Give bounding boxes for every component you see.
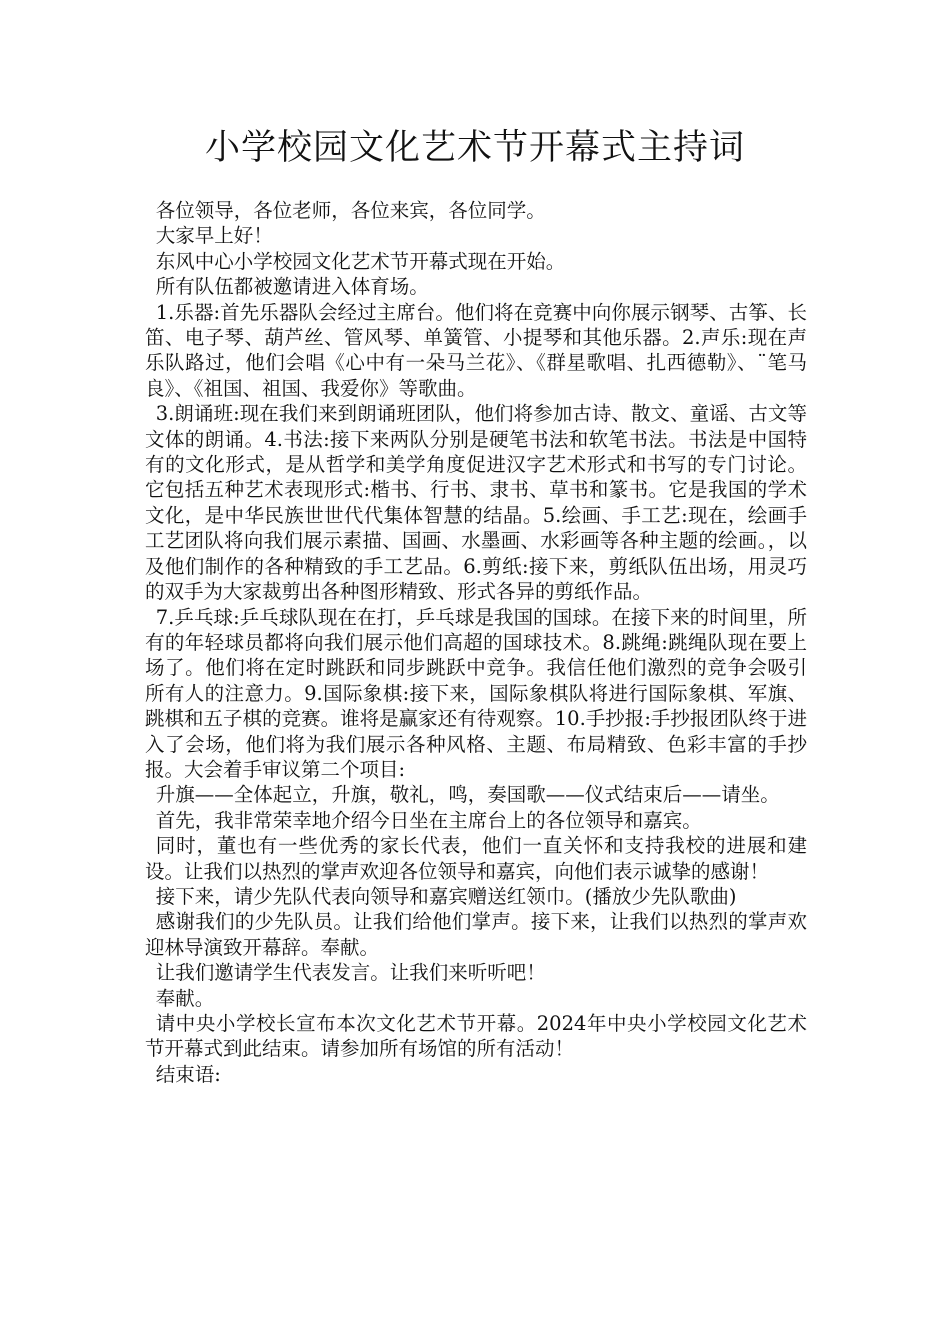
paragraph-thanks: 感谢我们的少先队员。让我们给他们掌声。接下来，让我们以热烈的掌声欢迎林导演致开幕辞。奉献。 xyxy=(145,910,807,959)
document-body xyxy=(145,198,807,1087)
paragraph-greeting: 各位领导，各位老师，各位来宾，各位同学。 xyxy=(155,199,546,222)
paragraph-dedication: 奉献。 xyxy=(155,986,215,1010)
paragraph-red-scarf: 接下来，请少先队代表向领导和嘉宾赠送红领巾。(播放少先队歌曲) xyxy=(155,884,737,908)
paragraph-opening: 东风中心小学校园文化艺术节开幕式现在开始。 xyxy=(155,249,566,273)
paragraph-good-morning: 大家早上好！ xyxy=(155,224,273,248)
paragraph-conclusion: 结束语: xyxy=(155,1062,221,1086)
paragraph-teams-enter: 所有队伍都被邀请进入体育场。 xyxy=(155,275,429,299)
paragraph-sports-chess: 7.乒乓球:乒乓球队现在在打，乒乓球是我国的国球。在接下来的时间里，所有的年轻球员都将向我们展示他们高超的国球技术。8.跳绳:跳绳队现在要上场了。他们将在定时跳跃和同步跳跃中竞争。我信任他们激烈的竞争会吸引所有人的注意力。9.国际象棋:接下来，国际象棋队将进行国际象棋、军旗、跳棋和五子棋的竞赛。谁将是赢家还有待观察。10.手抄报:手抄报团队终于进入了会场，他们将为我们展示各种风格、主题、布局精致、色彩丰富的手抄报。大会着手审议第二个项目: xyxy=(145,605,807,781)
paragraph-student-speech: 让我们邀请学生代表发言。让我们来听听吧！ xyxy=(155,961,546,985)
paragraph-parents: 同时，董也有一些优秀的家长代表，他们一直关怀和支持我校的进展和建设。让我们以热烈的掌声欢迎各位领导和嘉宾，向他们表示诚挚的感谢！ xyxy=(145,834,807,883)
paragraph-closing-announcement: 请中央小学校长宣布本次文化艺术节开幕。2024年中央小学校园文化艺术节开幕式到此结束。请参加所有场馆的所有活动！ xyxy=(145,1012,807,1061)
paragraph-recitation-calligraphy: 3.朗诵班:现在我们来到朗诵班团队，他们将参加古诗、散文、童谣、古文等文体的朗诵。4.书法:接下来两队分别是硬笔书法和软笔书法。书法是中国特有的文化形式，是从哲学和美学角度促进汉字艺术形式和书写的专门讨论。它包括五种艺术表现形式:楷书、行书、隶书、草书和篆书。它是我国的学术文化，是中华民族世世代代集体智慧的结晶。5.绘画、手工艺:现在，绘画手工艺团队将向我们展示素描、国画、水墨画、水彩画等各种主题的绘画。，以及他们制作的各种精致的手工艺品。6.剪纸:接下来，剪纸队伍出场，用灵巧的双手为大家裁剪出各种图形精致、形式各异的剪纸作品。 xyxy=(145,402,807,604)
paragraph-flag-raising: 升旗——全体起立，升旗，敬礼，鸣，奏国歌——仪式结束后——请坐。 xyxy=(155,783,780,807)
paragraph-introduce-guests: 首先，我非常荣幸地介绍今日坐在主席台上的各位领导和嘉宾。 xyxy=(155,808,702,832)
paragraph-instruments-vocal: 1.乐器:首先乐器队会经过主席台。他们将在竞赛中向你展示钢琴、古筝、长笛、电子琴、葫芦丝、管风琴、单簧管、小提琴和其他乐器。2.声乐:现在声乐队路过，他们会唱《心中有一朵马兰花》、《群星歌唱、扎西德勒》、¨笔马良》、《祖国、祖国、我爱你》等歌曲。 xyxy=(145,300,807,400)
page-title: 小学校园文化艺术节开幕式主持词 xyxy=(204,128,745,168)
